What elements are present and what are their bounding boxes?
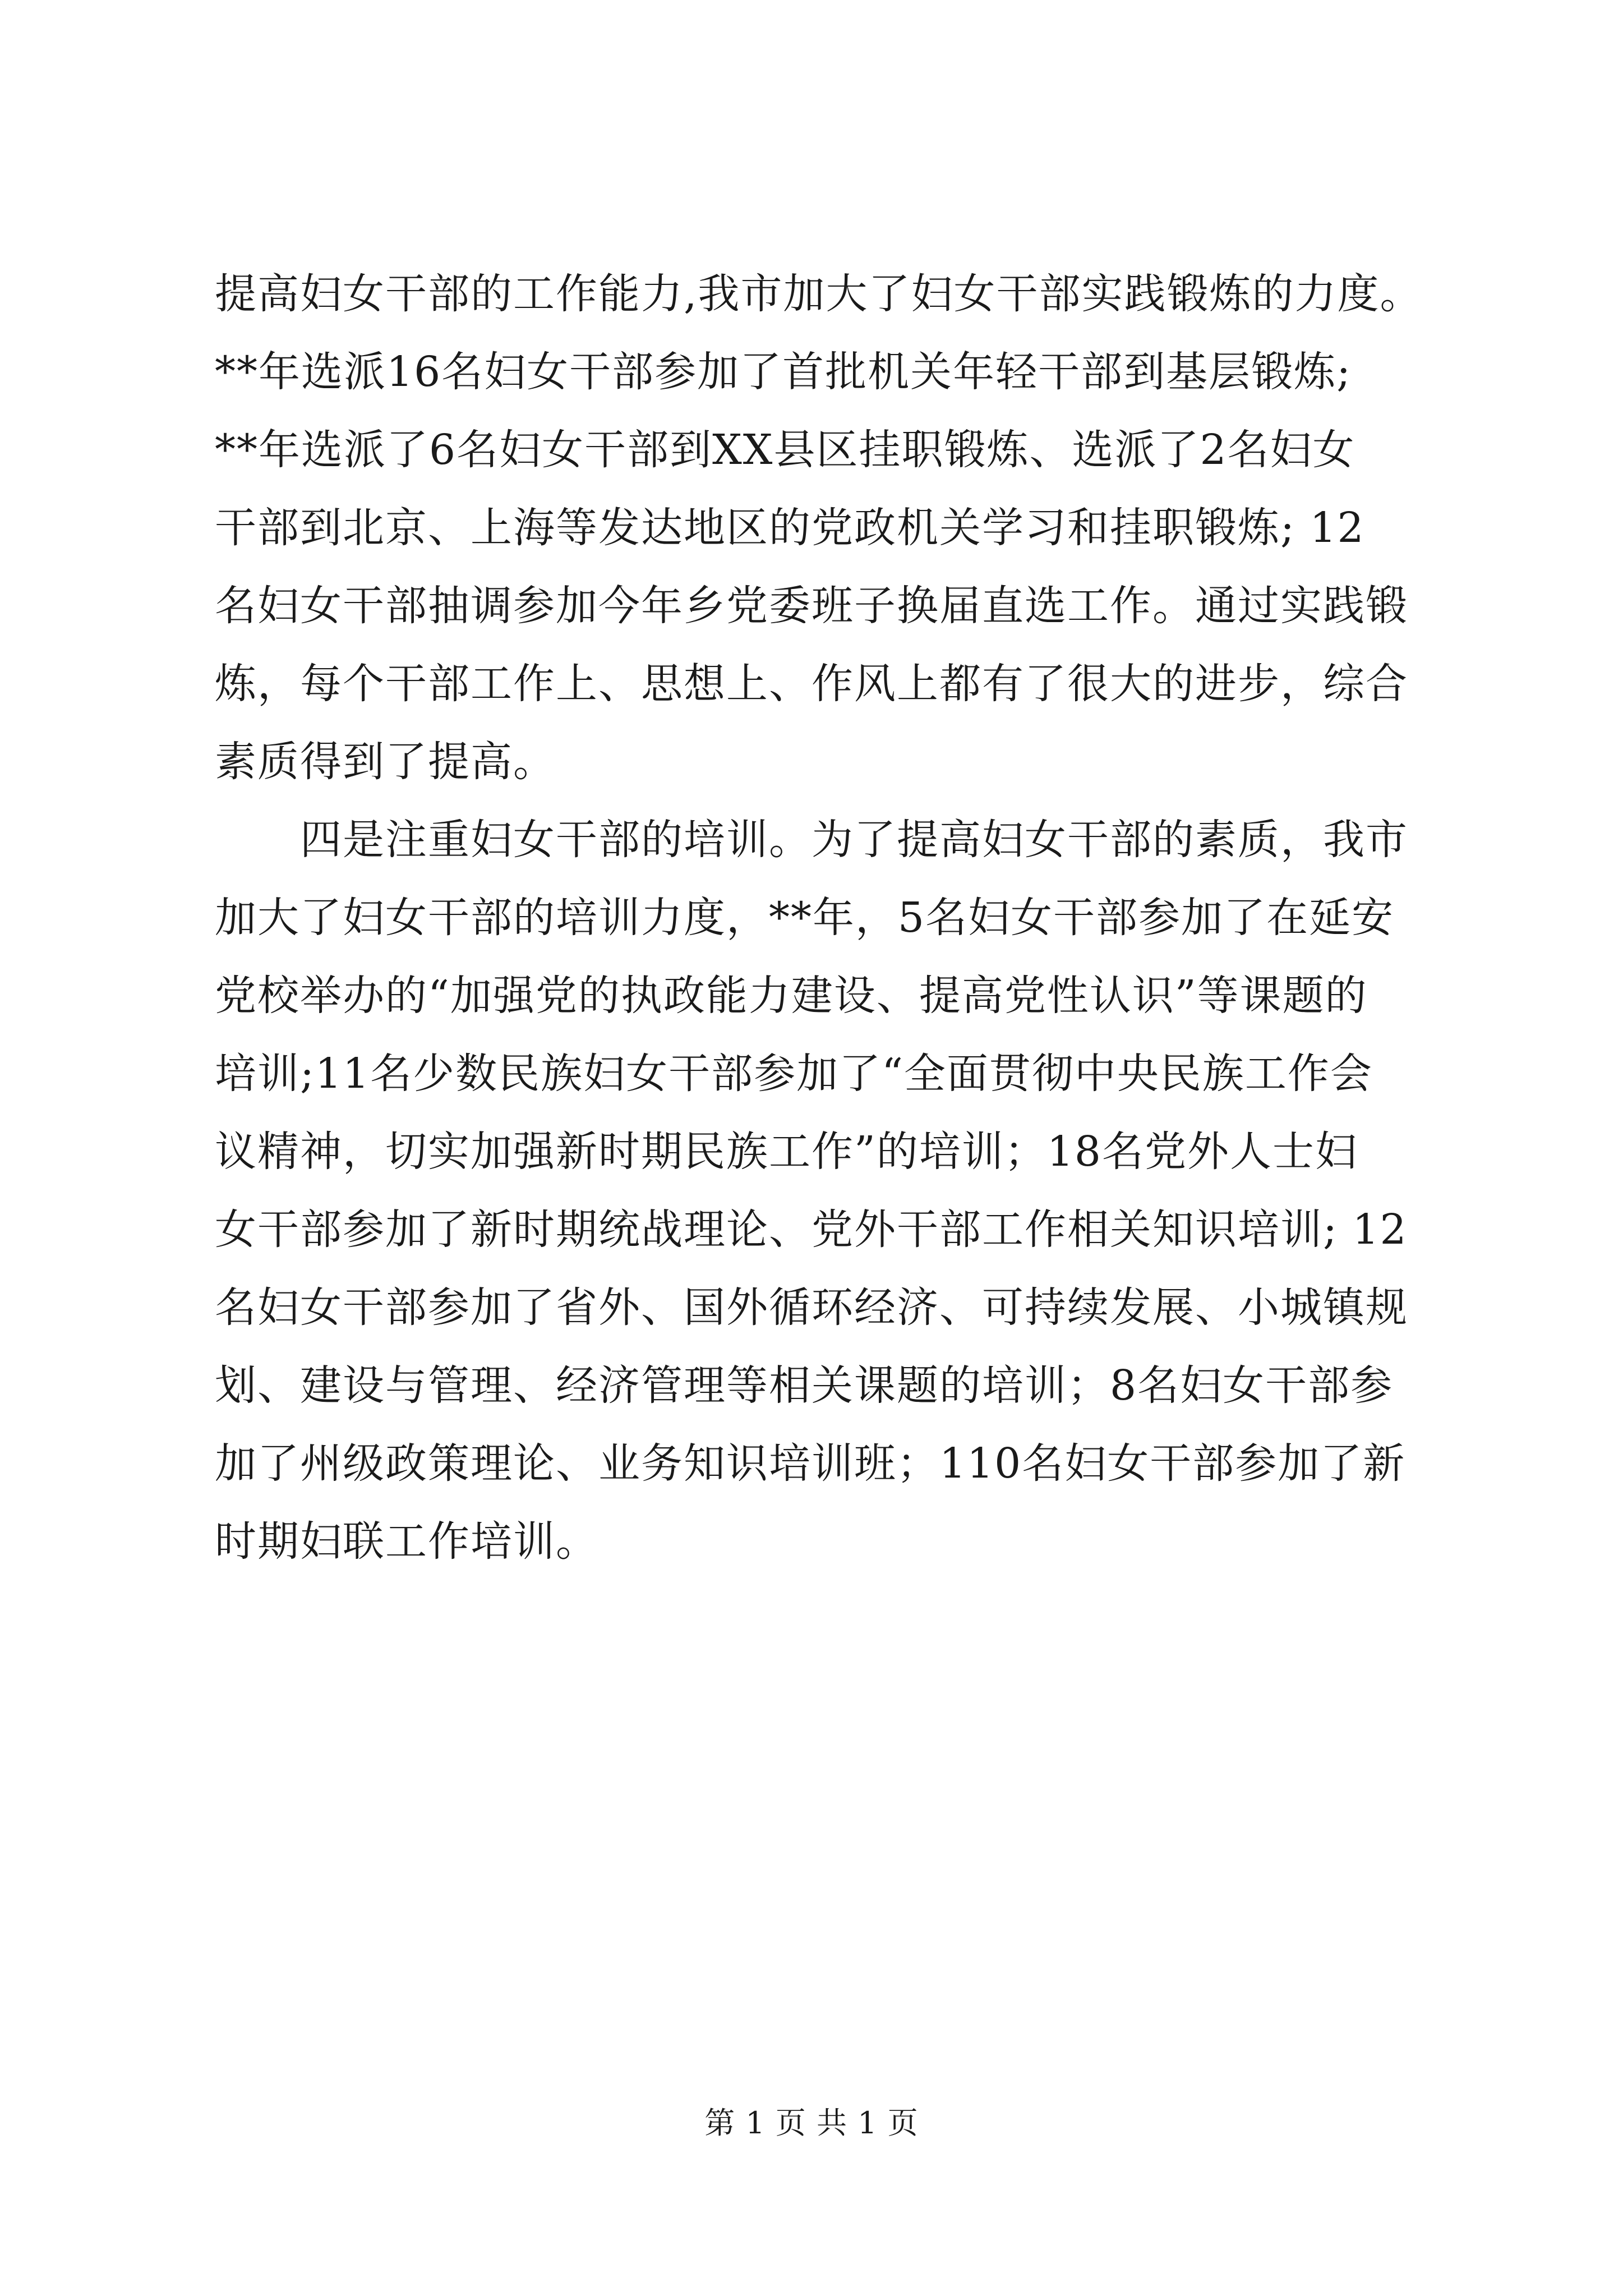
- text-line: **年选派16名妇女干部参加了首批机关年轻干部到基层锻炼;: [215, 348, 1352, 396]
- text-line: 提高妇女干部的工作能力,我市加大了妇女干部实践锻炼的力度。: [215, 270, 1423, 318]
- text-line: 素质得到了提高。: [215, 738, 556, 786]
- body-text: [215, 255, 1426, 1581]
- page-number-label: 第 1 页 共 1 页: [704, 2105, 919, 2141]
- text-line: 干部到北京、上海等发达地区的党政机关学习和挂职锻炼; 12: [215, 504, 1365, 552]
- text-line: 名妇女干部抽调参加今年乡党委班子换届直选工作。通过实践锻: [215, 582, 1408, 630]
- text-line: 培训;11名少数民族妇女干部参加了“全面贯彻中央民族工作会: [215, 1050, 1373, 1098]
- text-line: 加大了妇女干部的培训力度，**年，5名妇女干部参加了在延安: [215, 894, 1395, 942]
- text-line: 划、建设与管理、经济管理等相关课题的培训；8名妇女干部参: [215, 1361, 1394, 1410]
- text-line: 名妇女干部参加了省外、国外循环经济、可持续发展、小城镇规: [215, 1283, 1408, 1332]
- text-line: 女干部参加了新时期统战理论、党外干部工作相关知识培训; 12: [215, 1205, 1408, 1254]
- text-line: 时期妇联工作培训。: [215, 1517, 598, 1566]
- page-footer: [0, 2101, 1623, 2146]
- text-line: 党校举办的“加强党的执政能力建设、提高党性认识”等课题的: [215, 972, 1368, 1020]
- paragraph-start-line: 四是注重妇女干部的培训。为了提高妇女干部的素质，我市: [215, 816, 1408, 864]
- text-line: 炼，每个干部工作上、思想上、作风上都有了很大的进步，综合: [215, 660, 1408, 708]
- text-line: 加了州级政策理论、业务知识培训班；110名妇女干部参加了新: [215, 1439, 1406, 1488]
- text-line: 议精神，切实加强新时期民族工作”的培训；18名党外人士妇: [215, 1128, 1358, 1176]
- text-line: **年选派了6名妇女干部到XX县区挂职锻炼、选派了2名妇女: [215, 426, 1355, 474]
